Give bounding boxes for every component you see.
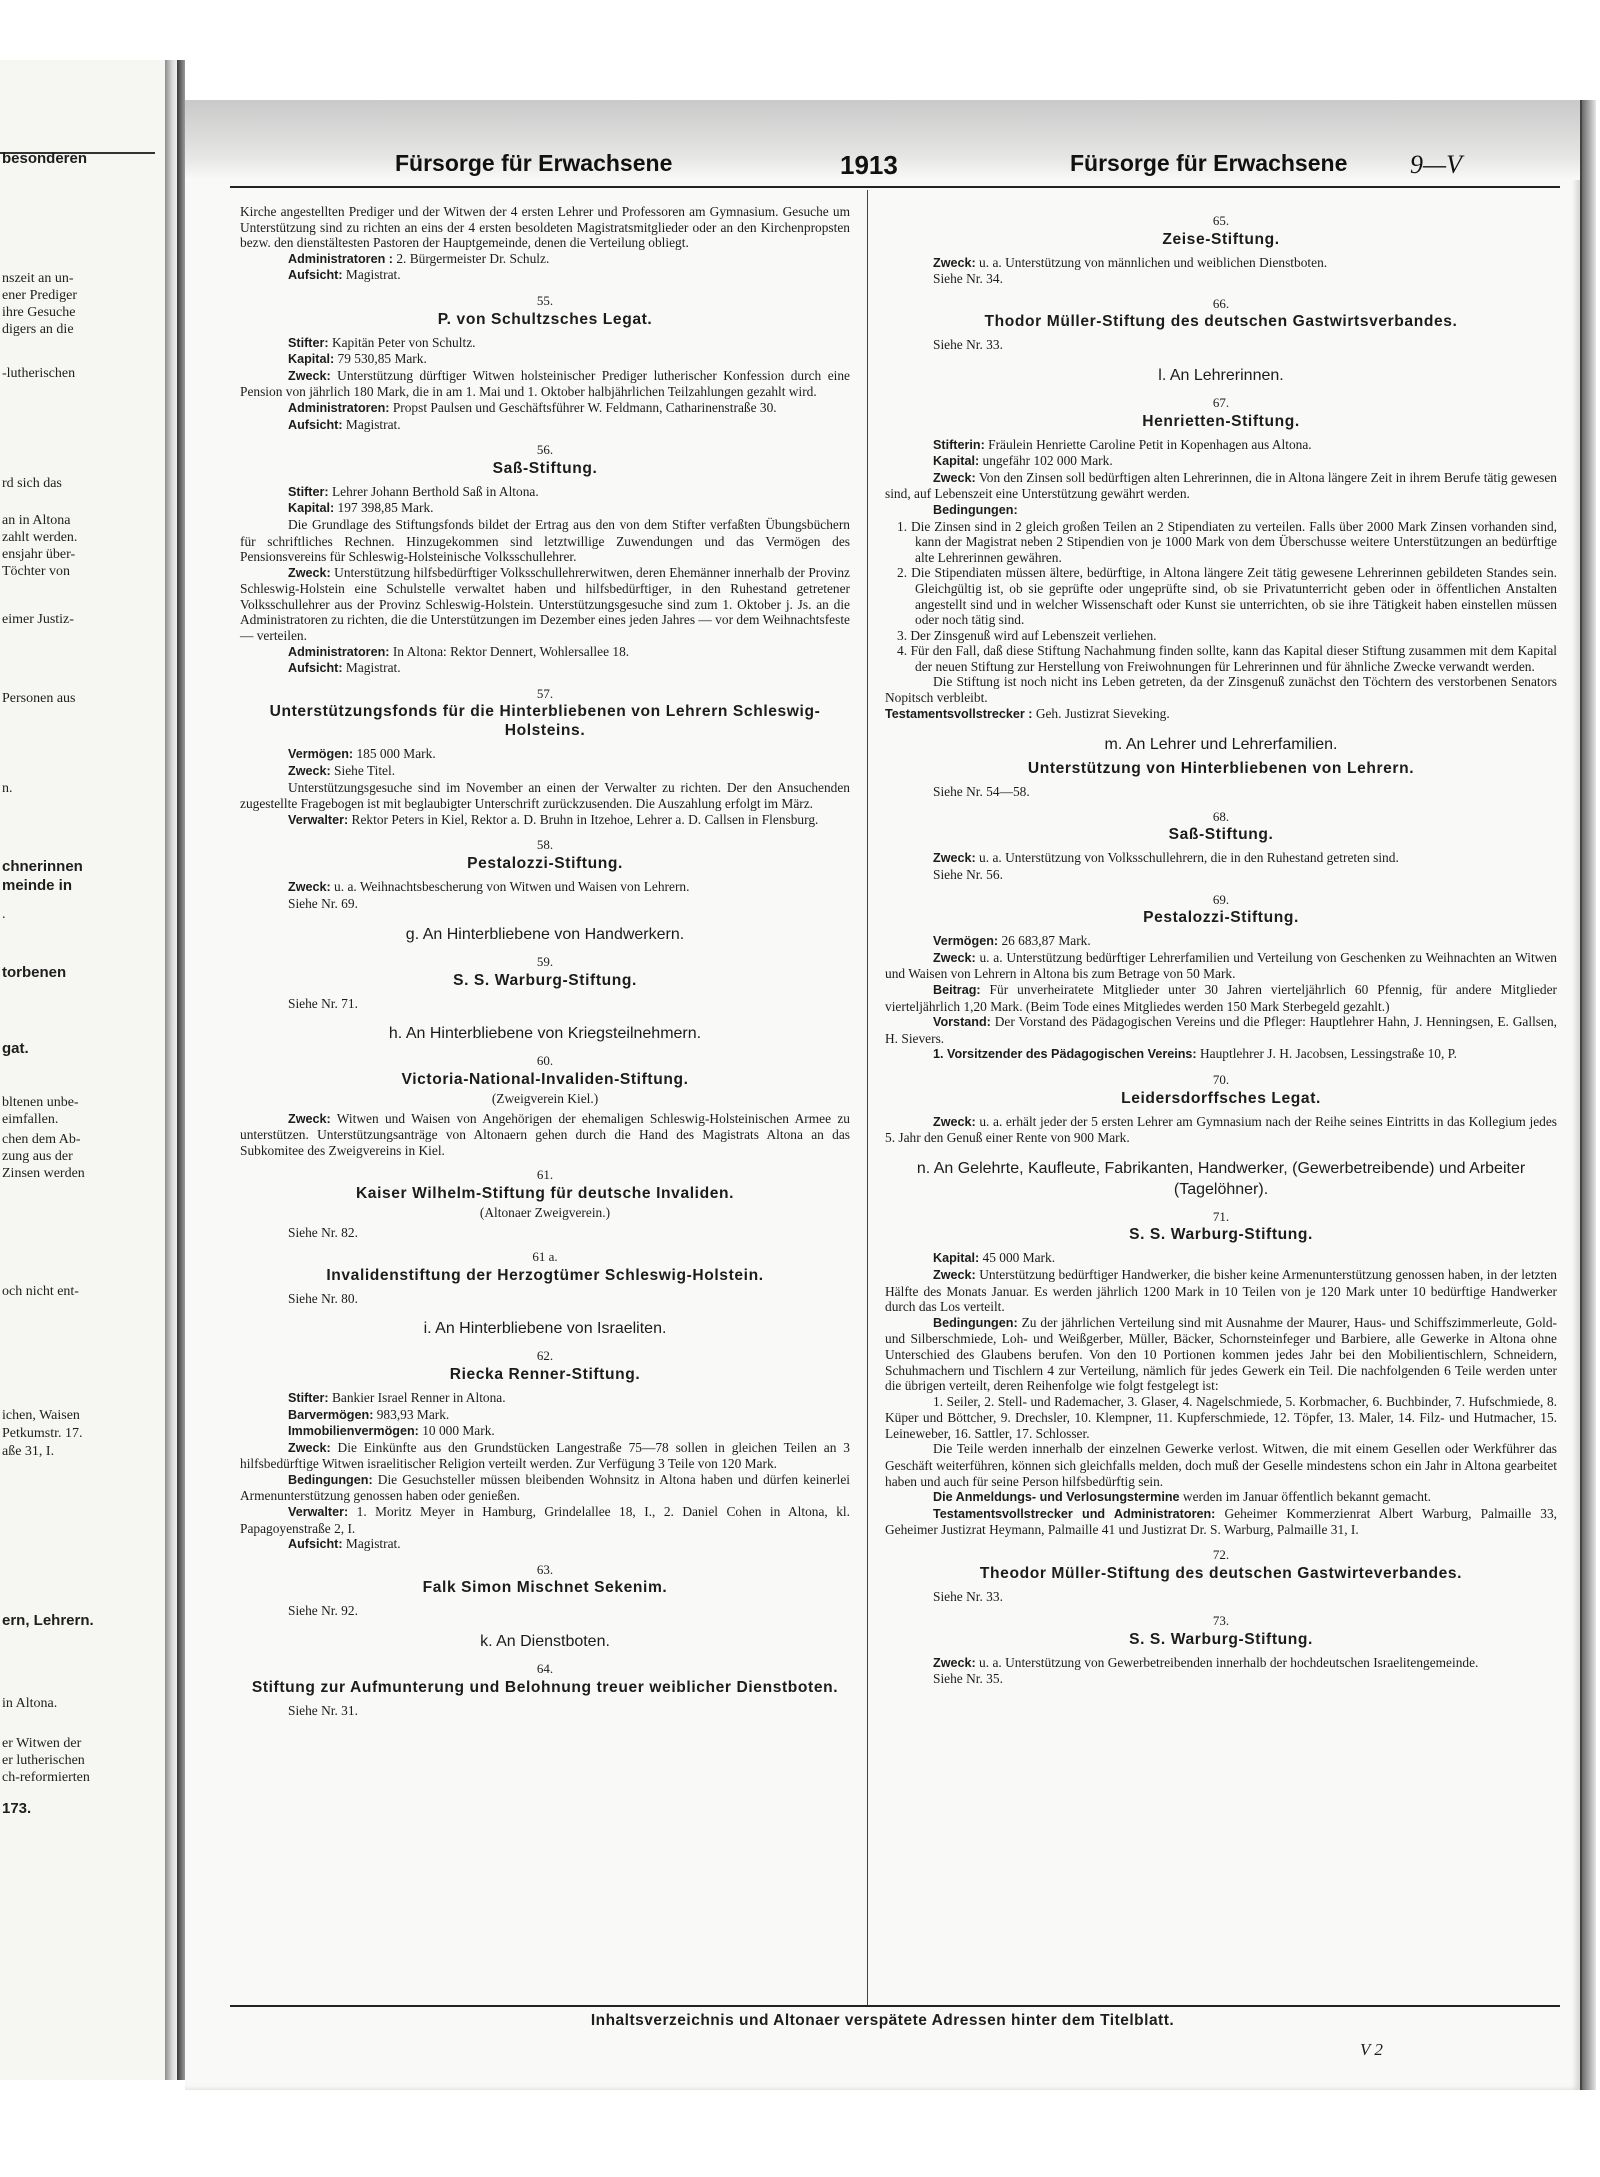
entry-number: 64. xyxy=(536,1661,554,1677)
field-text: 983,93 Mark. xyxy=(373,1406,450,1422)
entry-line xyxy=(885,950,1557,982)
condition-item: 4. Für den Fall, daß diese Stiftung Nachahmung finden sollte, kann das Kapital dieser Stiftung zusammen mit dem Kapital der neuen Stiftung zur Herstellung von Freiwohnungen für Lehrerinnen und für ähnliche Zwecke verwandt werden. xyxy=(897,643,1557,674)
see-reference: Siehe Nr. 56. xyxy=(933,867,1003,883)
entry-number: 69. xyxy=(1212,891,1230,907)
entry-line xyxy=(240,1407,850,1424)
see-reference: Siehe Nr. 33. xyxy=(933,337,1003,353)
field-label: Aufsicht: xyxy=(288,268,343,283)
field-text: Bankier Israel Renner in Altona. xyxy=(328,1389,506,1405)
field-label: Zweck: xyxy=(933,1655,976,1670)
entry-title: Zeise-Stiftung. xyxy=(1162,230,1280,248)
see-reference: Siehe Nr. 80. xyxy=(288,1290,358,1306)
field-text: Kapitän Peter von Schultz. xyxy=(328,334,476,350)
field-text: werden im Januar öffentlich bekannt gemacht. xyxy=(1179,1489,1432,1505)
prev-page-fragment: Zinsen werden xyxy=(2,1166,85,1181)
entry-number: 71. xyxy=(1212,1208,1230,1224)
entry-line xyxy=(240,660,850,677)
see-reference: Siehe Nr. 33. xyxy=(933,1588,1003,1604)
field-label: Aufsicht: xyxy=(288,417,343,432)
field-label: Vorstand: xyxy=(933,1015,991,1030)
entry-number: 59. xyxy=(536,954,554,970)
page-header xyxy=(185,100,1580,180)
book-gutter xyxy=(165,60,177,2080)
entry-line xyxy=(240,417,850,434)
field-label: Zweck: xyxy=(288,565,331,580)
prev-page-fragment: ensjahr über- xyxy=(2,547,76,562)
field-label: Kapital: xyxy=(933,454,980,469)
see-reference: Siehe Nr. 31. xyxy=(288,1702,358,1718)
field-label: Immobilienvermögen: xyxy=(288,1424,419,1439)
entry-line xyxy=(240,644,850,661)
section-heading: k. An Dienstboten. xyxy=(480,1633,610,1651)
field-text: Von den Zinsen soll bedürftigen alten Lehrerinnen, die in Altona längere Zeit in ihrem Berufe tätig gewesen sind, auf Lebenszeit eine Unterstützung gewährt werden. xyxy=(885,469,1557,502)
entry-line xyxy=(240,780,850,812)
prev-page-fragment: . xyxy=(2,907,6,922)
field-label: Zweck: xyxy=(933,1267,976,1282)
prev-page-fragment: n. xyxy=(2,781,13,796)
entry-line xyxy=(240,746,850,763)
field-label: Zweck: xyxy=(933,1114,976,1129)
field-text: Der Vorstand des Pädagogischen Vereins und die Pfleger: Hauptlehrer Hahn, J. Henningsen, E. Gallsen, H. Sievers. xyxy=(885,1014,1557,1046)
prev-page-fragment: zung aus der xyxy=(2,1149,73,1164)
entry-note: Die Stiftung ist noch nicht ins Leben getreten, da der Zinsgenuß zunächst den Töchtern des verstorbenen Senators Nopitsch verbleibt. xyxy=(885,674,1557,706)
entry-line xyxy=(240,1504,850,1536)
field-text: 185 000 Mark. xyxy=(353,746,436,762)
header-year: 1913 xyxy=(840,150,898,180)
entry-number: 66. xyxy=(1212,295,1230,311)
field-text: u. a. Unterstützung bedürftiger Lehrerfamilien und Verteilung von Geschenken zu Weihnachten an Witwen und Waisen von Lehrern in Altona bis zum Betrage von 50 Mark. xyxy=(885,949,1557,982)
entry-line xyxy=(240,879,850,896)
header-page-number: 9—V xyxy=(1410,150,1462,179)
entry-line xyxy=(240,896,850,913)
field-text: Unterstützung bedürftiger Handwerker, die bisher keine Armenunterstützung genossen haben, in der letzten Hälfte des Monats Januar. Es werden jährlich 1200 Mark in 10 Teilen von je 120 Mark unter 10 bedürftige Handwerker durch das Los verteilt. xyxy=(885,1266,1557,1315)
entry-title: Victoria-National-Invaliden-Stiftung. xyxy=(401,1070,689,1088)
entry-line xyxy=(240,1390,850,1407)
field-label: Bedingungen: xyxy=(933,1315,1018,1330)
entry-title: Falk Simon Mischnet Sekenim. xyxy=(422,1579,668,1597)
field-label: Administratoren : xyxy=(288,251,393,266)
right-column xyxy=(885,204,1557,1687)
field-text: Unterstützungsgesuche sind im November an einen der Verwalter zu richten. Der den Ansuchenden zugestellte Fragebogen ist mit beglaubigter Unterschrift zurückzusenden. Die Auszahlung erfolgt im März. xyxy=(240,779,850,812)
entry-line xyxy=(885,453,1557,470)
header-rule xyxy=(230,186,1560,188)
prev-page-fragment: rd sich das xyxy=(2,476,62,491)
footer-notice: Inhaltsverzeichnis und Altonaer verspätete Adressen hinter dem Titelblatt. xyxy=(590,2012,1175,2029)
entry-line xyxy=(240,351,850,368)
entry-title: Unterstützungsfonds für die Hinterbliebenen von Lehrern Schleswig-Holsteins. xyxy=(269,703,821,740)
entry-number: 61. xyxy=(536,1167,554,1183)
entry-title: P. von Schultzsches Legat. xyxy=(437,310,653,328)
field-text: Die Gesuchsteller müssen bleibenden Wohnsitz in Altona haben und dürfen keinerlei Armenunterstützung genossen haben oder genießen. xyxy=(240,1471,850,1504)
entry-number: 68. xyxy=(1212,808,1230,824)
field-text: u. a. Weihnachtsbescherung von Witwen und Waisen von Lehrern. xyxy=(330,879,690,894)
entry-line xyxy=(885,1506,1557,1538)
book-gutter-shadow xyxy=(177,60,185,2080)
field-label: Verwalter: xyxy=(288,812,349,827)
field-label: Bedingungen: xyxy=(288,1472,373,1487)
section-heading: n. An Gelehrte, Kaufleute, Fabrikanten, Handwerker, (Gewerbetreibende) und Arbeiter (Tagelöhner). xyxy=(916,1159,1526,1198)
entry-line xyxy=(240,500,850,517)
field-text: 10 000 Mark. xyxy=(418,1423,495,1439)
prev-page-fragment: Personen aus xyxy=(2,691,76,706)
entry-title: Pestalozzi-Stiftung. xyxy=(1143,909,1299,927)
entry-line xyxy=(240,812,850,829)
field-label: Zweck: xyxy=(933,470,976,485)
prev-page-fragment: er lutherischen xyxy=(2,1753,85,1768)
entry-line xyxy=(885,1394,1557,1442)
entry-line xyxy=(240,1423,850,1440)
entry-number: 60. xyxy=(536,1053,554,1069)
prev-page-fragment: Töchter von xyxy=(2,564,71,579)
entry-line xyxy=(240,1440,850,1472)
entry-line xyxy=(885,502,1557,519)
prev-page-fragment: meinde in xyxy=(2,877,73,894)
entry-line xyxy=(885,1046,1557,1063)
prev-page-fragment: torbenen xyxy=(2,964,67,981)
field-label: Zweck: xyxy=(288,1111,331,1126)
entry-line xyxy=(885,1489,1557,1506)
field-label: Barvermögen: xyxy=(288,1407,374,1422)
field-text: Geheimer Kommerzienrat Albert Warburg, Palmaille 33, Geheimer Justizrat Heymann, Palmaille 41 und Justizrat Dr. S. Warburg, Palmaille 31, I. xyxy=(885,1505,1557,1538)
prev-page-fragment: eimer Justiz- xyxy=(2,612,74,627)
field-label: Zweck: xyxy=(933,255,976,270)
entry-line xyxy=(885,437,1557,454)
header-title-left: Fürsorge für Erwachsene xyxy=(395,150,673,176)
entry-line xyxy=(885,1441,1557,1489)
entry-line xyxy=(885,1267,1557,1315)
intro-paragraph: Kirche angestellten Prediger und der Witwen der 4 ersten Lehrer und Professoren am Gymnasium. Gesuche um Unterstützung sind zu richten an eins der 4 ersten besoldeten Magistratsmitglieder oder an den Kirchenpropsten bezw. den dienstältesten Pastoren der Hauptgemeinde, denen die Verteilung obliegt. xyxy=(240,204,850,251)
entry-title: Henrietten-Stiftung. xyxy=(1142,412,1300,430)
prev-page-fragment: gat. xyxy=(2,1040,29,1057)
entry-number: 67. xyxy=(1212,394,1230,410)
entry-number: 63. xyxy=(536,1561,554,1577)
field-text: 79 530,85 Mark. xyxy=(334,351,427,367)
field-text: Siehe Titel. xyxy=(330,763,396,779)
field-label: Kapital: xyxy=(288,352,335,367)
field-label: Administratoren: xyxy=(288,644,390,659)
left-column xyxy=(240,204,850,1718)
field-label: Zweck: xyxy=(933,950,976,965)
entry-line xyxy=(240,1111,850,1159)
prev-page-fragment: in Altona. xyxy=(2,1696,58,1711)
field-label: Aufsicht: xyxy=(288,1537,343,1552)
entry-line xyxy=(885,470,1557,502)
section-heading: m. An Lehrer und Lehrerfamilien. xyxy=(1104,736,1338,754)
field-text: 197 398,85 Mark. xyxy=(334,500,434,516)
see-reference: Siehe Nr. 54—58. xyxy=(933,784,1030,800)
field-text: 26 683,87 Mark. xyxy=(998,933,1091,949)
document-page xyxy=(185,100,1583,2090)
prev-page-fragment: eimfallen. xyxy=(2,1112,59,1127)
prev-page-fragment: chen dem Ab- xyxy=(2,1132,81,1147)
see-reference: Siehe Nr. 71. xyxy=(288,995,358,1011)
field-label: Aufsicht: xyxy=(288,661,343,676)
entry-title: Unterstützung von Hinterbliebenen von Lehrern. xyxy=(1027,760,1415,778)
prev-page-fragment: 173. xyxy=(2,1800,32,1817)
field-text: Die Einkünfte aus den Grundstücken Langestraße 75—78 sollen in gleichen Teilen an 3 hilfsbedürftige Witwen israelitischer Religion verteilt werden. Zur Verfügung 3 Teile von 120 Mark. xyxy=(240,1439,850,1472)
entry-line xyxy=(240,565,850,644)
field-label: Zweck: xyxy=(288,1440,331,1455)
entry-line xyxy=(885,933,1557,950)
condition-item: 3. Der Zinsgenuß wird auf Lebenszeit verliehen. xyxy=(897,627,1157,643)
entry-title: Pestalozzi-Stiftung. xyxy=(467,855,623,872)
printer-signature: V 2 xyxy=(1360,2040,1383,2059)
entry-number: 56. xyxy=(536,442,554,458)
entry-number: 73. xyxy=(1212,1613,1230,1629)
field-text: Unterstützung hilfsbedürftiger Volksschullehrerwitwen, deren Ehemänner innerhalb der Provinz Schleswig-Holstein eine Schulstelle verwaltet haben und hilfsbedürftiger, in den Ruhestand getretener Volksschullehrer aus der Provinz Schleswig-Holstein. Unterstützungsgesuche sind zum 1. Oktober j. Js. an die Administratoren zu richten, die die Unterstützungen im Dezember eines jeden Jahres — vor dem Weihnachtsfeste — verteilen. xyxy=(240,564,850,644)
prev-page-fragment: ihre Gesuche xyxy=(2,305,76,320)
prev-page-fragment: bltenen unbe- xyxy=(2,1095,79,1110)
entry-title: Saß-Stiftung. xyxy=(1168,826,1274,844)
field-label: Zweck: xyxy=(288,368,331,383)
entry-line xyxy=(240,1536,850,1553)
entry-title: Invalidenstiftung der Herzogtümer Schleswig-Holstein. xyxy=(326,1266,764,1284)
field-label: 1. Vorsitzender des Pädagogischen Vereins: xyxy=(933,1047,1197,1062)
entry-number: 72. xyxy=(1212,1547,1230,1563)
entry-title: S. S. Warburg-Stiftung. xyxy=(1129,1226,1313,1244)
entry-line xyxy=(885,1114,1557,1146)
entry-line xyxy=(885,1315,1557,1394)
section-heading: h. An Hinterbliebene von Kriegsteilnehmern. xyxy=(388,1025,702,1043)
entry-number: 62. xyxy=(536,1348,554,1364)
section-heading: l. An Lehrerinnen. xyxy=(1158,366,1284,384)
field-text: Rektor Peters in Kiel, Rektor a. D. Bruhn in Itzehoe, Lehrer a. D. Callsen in Flensburg. xyxy=(348,811,819,827)
field-text: Geh. Justizrat Sieveking. xyxy=(1032,705,1170,721)
field-label: Stifterin: xyxy=(933,437,985,452)
entry-line xyxy=(885,1014,1557,1046)
field-text: Propst Paulsen und Geschäftsführer W. Feldmann, Catharinenstraße 30. xyxy=(389,399,777,415)
prev-page-fragment: Petkumstr. 17. xyxy=(2,1426,83,1441)
see-reference: Siehe Nr. 35. xyxy=(933,1671,1003,1687)
entry-title: Stiftung zur Aufmunterung und Belohnung treuer weiblicher Dienstboten. xyxy=(251,1678,839,1696)
see-reference: Siehe Nr. 92. xyxy=(288,1603,358,1619)
entry-line xyxy=(240,484,850,501)
section-heading: i. An Hinterbliebene von Israeliten. xyxy=(423,1320,667,1338)
prev-page-fragment: ichen, Waisen xyxy=(2,1408,80,1423)
entry-title: Riecka Renner-Stiftung. xyxy=(449,1365,641,1383)
field-label: Verwalter: xyxy=(288,1505,349,1520)
field-text: Fräulein Henriette Caroline Petit in Kopenhagen aus Altona. xyxy=(984,436,1312,452)
prev-page-fragment: digers an die xyxy=(2,322,74,337)
field-text: Magistrat. xyxy=(342,267,401,283)
entry-title: Kaiser Wilhelm-Stiftung für deutsche Invaliden. xyxy=(355,1184,735,1202)
entry-title: S. S. Warburg-Stiftung. xyxy=(453,971,637,989)
entry-number: 65. xyxy=(1212,213,1230,228)
prev-page-fragment: an in Altona xyxy=(2,513,71,528)
header-title-right: Fürsorge für Erwachsene xyxy=(1070,150,1348,176)
entry-number: 70. xyxy=(1212,1071,1230,1087)
entry-line xyxy=(885,850,1557,867)
field-label: Kapital: xyxy=(288,501,335,516)
field-text: Magistrat. xyxy=(342,660,401,676)
field-label: Kapital: xyxy=(933,1251,980,1266)
field-label: Beitrag: xyxy=(933,983,981,997)
entry-subtitle: (Zweigverein Kiel.) xyxy=(491,1090,599,1106)
field-text: Für unverheiratete Mitglieder unter 30 Jahren vierteljährlich 60 Pfennig, für andere Mitglieder vierteljährlich 1,20 Mark. (Beim Tode eines Mitgliedes werden 150 Mark Sterbegeld gezahlt.) xyxy=(885,982,1557,1014)
field-label: Administratoren: xyxy=(288,400,390,415)
prev-page-fragment: -lutherischen xyxy=(2,366,76,381)
entry-number: 55. xyxy=(536,292,554,308)
prev-page-fragment: ern, Lehrern. xyxy=(2,1612,94,1629)
entry-title: Theodor Müller-Stiftung des deutschen Gastwirteverbandes. xyxy=(979,1564,1463,1582)
footer-rule xyxy=(230,2005,1560,2007)
section-heading: g. An Hinterbliebene von Handwerkern. xyxy=(405,926,685,944)
field-text: Lehrer Johann Berthold Saß in Altona. xyxy=(328,483,539,499)
condition-item: 1. Die Zinsen sind in 2 gleich großen Teilen an 2 Stipendiaten zu verteilen. Falls über 2000 Mark Zinsen vorhanden sind, kann der Magistrat neben 2 Stipendien von je 1000 Mark von dem Überschusse weitere Unterstützungen an bedürftige alte Lehrerinnen gewähren. xyxy=(897,518,1557,565)
field-text: 45 000 Mark. xyxy=(979,1250,1056,1266)
field-text: Magistrat. xyxy=(342,1536,401,1552)
field-text: 2. Bürgermeister Dr. Schulz. xyxy=(392,250,550,266)
entry-line xyxy=(885,1250,1557,1267)
field-text: Magistrat. xyxy=(342,416,401,432)
field-text: u. a. Unterstützung von Gewerbetreibenden innerhalb der hochdeutschen Israelitengemeinde. xyxy=(975,1654,1479,1670)
field-label: Stifter: xyxy=(288,484,329,499)
entry-line xyxy=(885,706,1557,723)
field-label: Die Anmeldungs- und Verlosungstermine xyxy=(933,1490,1180,1505)
field-label: Vermögen: xyxy=(933,934,999,949)
prev-page-fragment: ener Prediger xyxy=(2,288,78,303)
see-reference: Siehe Nr. 82. xyxy=(288,1224,358,1240)
entry-title: Saß-Stiftung. xyxy=(492,459,598,477)
entry-line xyxy=(885,982,1557,1014)
field-label: Stifter: xyxy=(288,335,329,350)
entry-line xyxy=(240,1472,850,1504)
field-label: Zweck: xyxy=(933,851,976,866)
prev-page-fragment: chnerinnen xyxy=(2,858,83,875)
field-label: Zweck: xyxy=(288,764,331,779)
entry-line xyxy=(240,267,850,284)
condition-item: 2. Die Stipendiaten müssen ältere, bedürftige, in Altona längere Zeit tätig gewesene Lehrerinnen gebildeten Standes sein. Gleichgültig ist, ob sie geprüfte oder ungeprüfte sind, ob sie Privatunterricht geben oder in öffentlichen Anstalten angestellt sind und in welcher Wissenschaft oder Kunst sie unterrichten, ob sie ihre Tätigkeit haben einstellen müssen oder noch tätig sind. xyxy=(897,565,1557,628)
entry-line xyxy=(240,517,850,565)
field-text: Zu der jährlichen Verteilung sind mit Ausnahme der Maurer, Haus- und Schiffszimmerleute, Gold- und Silberschmiede, Loh- und Weißgerber, Müller, Bäcker, Schornsteinfeger und Barbiere, alle Gewerke in Altona ohne Unterschied des Glaubens berufen. Von den 10 Portionen kommen jedes Jahr bei den Mobilientischlern, Schneidern, Schuhmachern und Tischlern 4 zur Verteilung, nämlich für jedes Gewerk ein Teil. Die nachfolgenden 6 Teile werden unter die übrigen verteilt, deren Reihenfolge wie folgt festgelegt ist: xyxy=(885,1314,1557,1394)
field-text: Die Teile werden innerhalb der einzelnen Gewerke verlost. Witwen, die mit einem Gesellen oder Werkführer das Geschäft weiterführen, können sich gleichfalls melden, doch muß der Geselle mindestens schon ein Jahr in Altona gearbeitet haben und auch für seine Person hilfsbedürftig sein. xyxy=(885,1441,1557,1489)
entry-title: Thodor Müller-Stiftung des deutschen Gastwirtsverbandes. xyxy=(984,313,1458,331)
prev-page-fragment: ch-reformierten xyxy=(2,1770,90,1785)
prev-page-fragment: nszeit an un- xyxy=(2,271,74,286)
previous-page-strip xyxy=(0,60,166,2080)
field-label: Bedingungen: xyxy=(933,502,1018,517)
entry-line xyxy=(240,368,850,400)
field-text: In Altona: Rektor Dennert, Wohlersallee 18. xyxy=(389,643,630,659)
entry-line xyxy=(240,335,850,352)
entry-title: Leidersdorffsches Legat. xyxy=(1121,1089,1321,1107)
entry-number: 57. xyxy=(536,685,554,701)
field-text: u. a. Unterstützung von Volksschullehrern, die in den Ruhestand getreten sind. xyxy=(975,850,1399,866)
field-label: Zweck: xyxy=(288,880,331,894)
entry-subtitle: (Altonaer Zweigverein.) xyxy=(479,1204,611,1220)
field-text: Hauptlehrer J. H. Jacobsen, Lessingstraße 10, P. xyxy=(1196,1046,1457,1062)
prev-page-fragment: aße 31, I. xyxy=(2,1444,55,1459)
entry-title: S. S. Warburg-Stiftung. xyxy=(1129,1630,1313,1648)
field-text: Die Grundlage des Stiftungsfonds bildet der Ertrag aus den von dem Stifter verfaßten Übungsbüchern für schriftliches Rechnen. Hinzugekommen sind letztwillige Zuwendungen und das Vermögen des Pensionsvereins für Schleswig-Holsteinische Volksschullehrer. xyxy=(240,516,850,565)
field-text: u. a. erhält jeder der 5 ersten Lehrer am Gymnasium nach der Reihe seines Eintritts in das Kollegium jedes 5. Jahr den Genuß einer Rente von 900 Mark. xyxy=(885,1113,1557,1146)
prev-page-fragment: er Witwen der xyxy=(2,1736,82,1751)
entry-line xyxy=(885,1655,1557,1672)
field-text: 1. Seiler, 2. Stell- und Rademacher, 3. Glaser, 4. Nagelschmiede, 5. Korbmacher, 6. Buchbinder, 7. Hufschmiede, 8. Küper und Böttcher, 9. Drechsler, 10. Klempner, 11. Kupferschmiede, 12. Töpfer, 13. Maler, 14. Filz- und Hutmacher, 15. Leineweber, 16. Sattler, 17. Schlosser. xyxy=(885,1393,1557,1441)
field-text: ungefähr 102 000 Mark. xyxy=(979,453,1113,469)
see-reference: Siehe Nr. 34. xyxy=(933,271,1003,287)
field-text: Witwen und Waisen von Angehörigen der ehemaligen Schleswig-Holsteinischen Armee zu unterstützen. Unterstützungsanträge von Altonaern gehen durch die Hand des Magistrats Altona an das Subkomitee des Zweigvereins in Kiel. xyxy=(240,1110,850,1158)
field-label: Testamentsvollstrecker : xyxy=(885,706,1033,721)
entry-number: 58. xyxy=(536,837,554,853)
field-text: u. a. Unterstützung von männlichen und weiblichen Dienstboten. xyxy=(975,254,1328,270)
field-text: 1. Moritz Meyer in Hamburg, Grindelallee 18, I., 2. Daniel Cohen in Altona, kl. Papagoyenstraße 2, I. xyxy=(240,1504,850,1536)
page-edge xyxy=(1582,100,1596,2090)
field-label: Testamentsvollstrecker und Administratoren: xyxy=(933,1506,1216,1521)
entry-line xyxy=(240,251,850,268)
field-text: Unterstützung dürftiger Witwen holsteinischer Prediger lutherischer Konfession durch eine Pension von jährlich 180 Mark, die in am 1. Mai und 1. Oktober halbjährlichen Teilzahlungen gezahlt wird. xyxy=(240,367,850,400)
entry-line xyxy=(240,763,850,780)
prev-page-fragment: besonderen xyxy=(2,150,88,167)
field-label: Vermögen: xyxy=(288,747,354,762)
entry-line xyxy=(885,255,1557,272)
entry-number: 61 a. xyxy=(532,1249,558,1265)
entry-line xyxy=(240,400,850,417)
prev-page-fragment: och nicht ent- xyxy=(2,1284,79,1299)
column-divider xyxy=(867,190,868,2005)
field-label: Stifter: xyxy=(288,1390,329,1405)
field-text: Siehe Nr. 69. xyxy=(288,895,358,911)
prev-page-fragment: zahlt werden. xyxy=(2,530,78,545)
